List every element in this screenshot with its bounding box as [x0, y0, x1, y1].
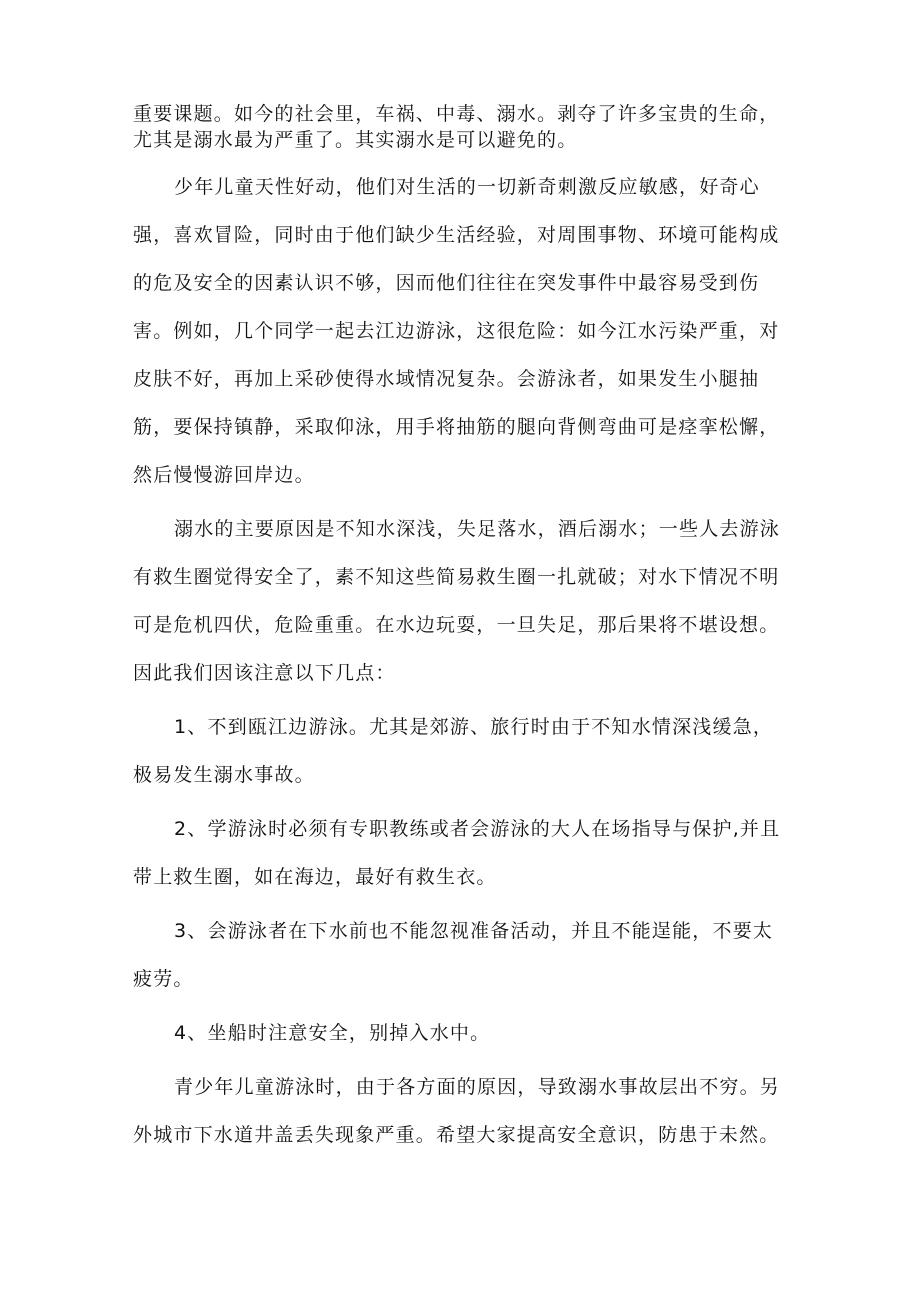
text-line: 因此我们因该注意以下几点：	[133, 662, 396, 684]
paragraph-first-line: 少年儿童天性好动，他们对生活的一切新奇刺激反应敏感，好奇心	[174, 176, 760, 198]
text-line: 有救生圈觉得安全了，素不知这些简易救生圈一扎就破；对水下情况不明	[133, 566, 780, 588]
text-line: 强，喜欢冒险，同时由于他们缺少生活经验，对周围事物、环境可能构成	[133, 224, 780, 246]
text-line: 外城市下水道井盖丢失现象严重。希望大家提高安全意识，防患于未然。	[133, 1124, 780, 1146]
paragraph-first-line: 青少年儿童游泳时，由于各方面的原因，导致溺水事故层出不穷。另	[174, 1076, 781, 1098]
list-item-2: 2、学游泳时必须有专职教练或者会游泳的大人在场指导与保护,并且	[174, 818, 781, 840]
list-item-4: 4、坐船时注意安全，别掉入水中。	[174, 1022, 491, 1044]
text-line: 害。例如，几个同学一起去江边游泳，这很危险：如今江水污染严重，对	[133, 320, 780, 342]
text-line: 可是危机四伏，危险重重。在水边玩耍，一旦失足，那后果将不堪设想。	[133, 614, 780, 636]
text-line: 的危及安全的因素认识不够，因而他们往往在突发事件中最容易受到伤	[133, 272, 760, 294]
text-line: 皮肤不好，再加上采砂使得水域情况复杂。会游泳者，如果发生小腿抽	[133, 368, 760, 390]
list-item-3: 3、会游泳者在下水前也不能忽视准备活动，并且不能逞能，不要太	[174, 920, 774, 942]
text-line: 疲劳。	[133, 968, 194, 990]
text-line: 重要课题。如今的社会里，车祸、中毒、溺水。剥夺了许多宝贵的生命，	[133, 103, 780, 125]
paragraph-first-line: 溺水的主要原因是不知水深浅，失足落水，酒后溺水；一些人去游泳	[174, 518, 781, 540]
text-line: 然后慢慢游回岸边。	[133, 464, 315, 486]
list-item-1: 1、不到瓯江边游泳。尤其是郊游、旅行时由于不知水情深浅缓急，	[174, 716, 774, 738]
text-line: 带上救生圈，如在海边，最好有救生衣。	[133, 866, 497, 888]
text-line: 尤其是溺水最为严重了。其实溺水是可以避免的。	[133, 129, 578, 151]
text-line: 极易发生溺水事故。	[133, 764, 315, 786]
text-line: 筋，要保持镇静，采取仰泳，用手将抽筋的腿向背侧弯曲可是痉挛松懈，	[133, 416, 780, 438]
